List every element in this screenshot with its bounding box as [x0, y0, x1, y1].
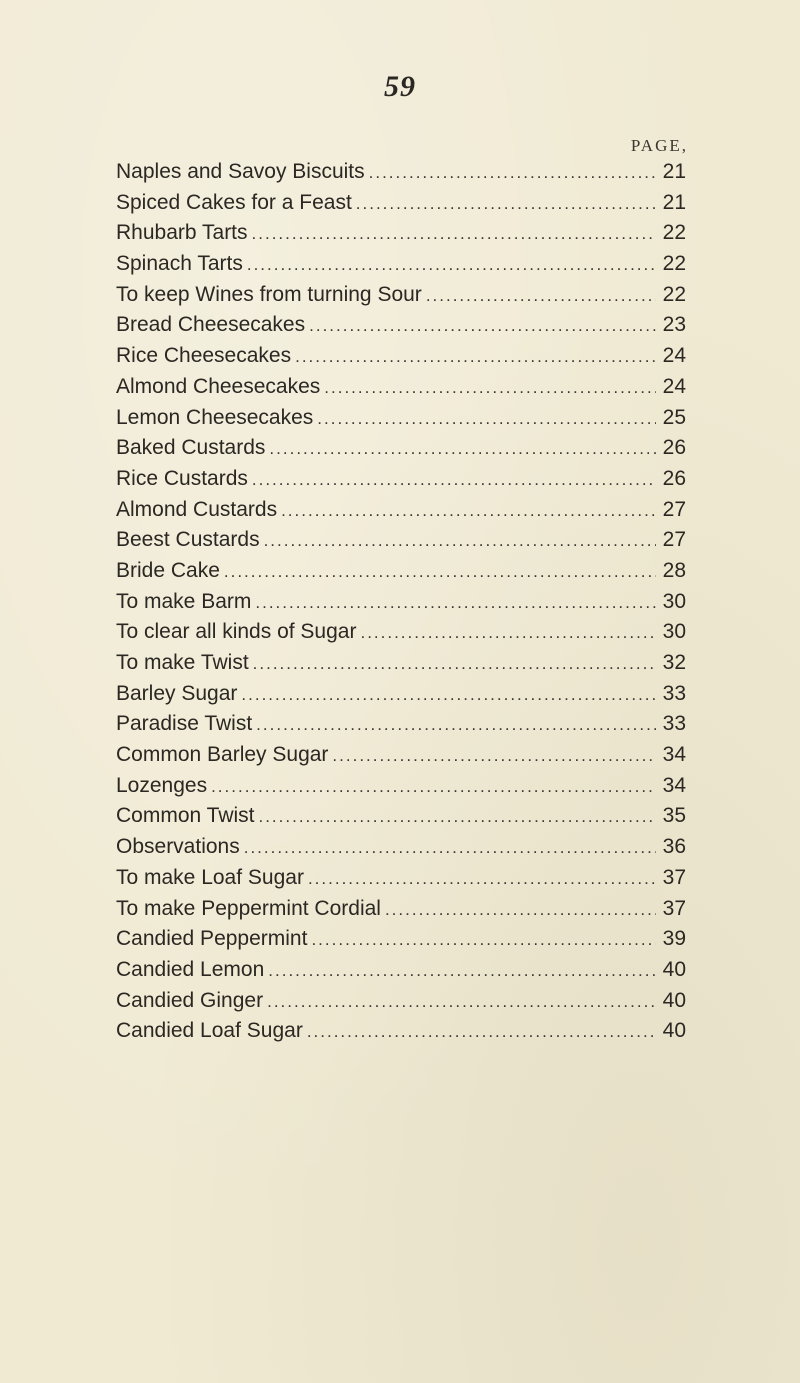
entry-title: Paradise Twist [116, 712, 253, 736]
entry-page-number: 21 [662, 190, 686, 214]
entry-page-number: 40 [662, 1019, 686, 1043]
entry-title: Common Barley Sugar [116, 743, 329, 767]
entry-page-number: 26 [662, 436, 686, 460]
dot-leader [211, 777, 656, 797]
entry-title: Observations [116, 835, 240, 859]
dot-leader [224, 562, 656, 582]
toc-entry [116, 191, 686, 222]
entry-title: To make Loaf Sugar [116, 865, 304, 889]
entry-page-number: 37 [662, 865, 686, 889]
entry-title: Bride Cake [116, 558, 220, 582]
dot-leader [256, 715, 656, 735]
dot-leader [281, 501, 656, 521]
entry-title: To make Twist [116, 651, 249, 674]
toc-entry [116, 743, 686, 774]
dot-leader [268, 961, 656, 981]
dot-leader [295, 347, 656, 367]
entry-title: Barley Sugar [116, 681, 238, 705]
entry-title: Rice Cheesecakes [116, 344, 292, 368]
toc-entry [116, 958, 686, 989]
entry-page-number: 28 [662, 558, 686, 582]
entry-title: Candied Ginger [116, 988, 264, 1012]
toc-entry [116, 712, 686, 743]
toc-entry [116, 160, 686, 191]
entry-title: Almond Custards [116, 497, 278, 521]
dot-leader [332, 746, 656, 766]
dot-leader [264, 531, 656, 551]
toc-entry [116, 498, 686, 529]
dot-leader [324, 378, 656, 398]
dot-leader [369, 163, 656, 183]
dot-leader [247, 255, 656, 275]
entry-title: Rice Custards [116, 466, 248, 490]
entry-title: Baked Custards [116, 436, 266, 460]
dot-leader [244, 838, 656, 858]
entry-title: Candied Peppermint [116, 927, 308, 951]
toc-entry [116, 835, 686, 866]
toc-entry [116, 528, 686, 559]
entry-title: Lemon Cheesecakes [116, 405, 314, 429]
toc-entry [116, 989, 686, 1020]
entry-title: To make Barm [116, 589, 252, 613]
entry-page-number: 30 [662, 620, 686, 644]
table-of-contents [116, 160, 686, 1050]
dot-leader [308, 869, 656, 889]
entry-page-number: 27 [662, 497, 686, 521]
toc-entry [116, 252, 686, 283]
toc-entry [116, 375, 686, 406]
entry-page-number: 40 [662, 988, 686, 1012]
toc-entry [116, 620, 686, 651]
entry-page-number: 33 [662, 681, 686, 705]
entry-title: Rhubarb Tarts [116, 221, 248, 245]
entry-page-number: 33 [662, 712, 686, 736]
dot-leader [253, 654, 656, 674]
entry-title: Common Twist [116, 804, 255, 828]
dot-leader [311, 930, 656, 950]
dot-leader [317, 409, 656, 429]
entry-page-number: 40 [662, 957, 686, 981]
entry-page-number: 21 [662, 160, 686, 183]
page-column-header: PAGE, [630, 136, 688, 155]
entry-title: Naples and Savoy Biscuits [116, 160, 365, 183]
entry-title: To clear all kinds of Sugar [116, 620, 357, 644]
entry-page-number: 24 [662, 374, 686, 398]
dot-leader [309, 316, 656, 336]
dot-leader [360, 623, 656, 643]
entry-page-number: 25 [662, 405, 686, 429]
dot-leader [385, 900, 656, 920]
entry-title: Lozenges [116, 773, 208, 797]
toc-entry [116, 406, 686, 437]
toc-entry [116, 559, 686, 590]
toc-entry [116, 774, 686, 805]
toc-entry [116, 651, 686, 682]
dot-leader [252, 224, 656, 244]
entry-title: Candied Loaf Sugar [116, 1019, 303, 1043]
entry-title: To make Peppermint Cordial [116, 896, 381, 920]
toc-entry [116, 804, 686, 835]
toc-entry [116, 1019, 686, 1050]
dot-leader [307, 1022, 656, 1042]
dot-leader [267, 992, 656, 1012]
entry-page-number: 34 [662, 773, 686, 797]
dot-leader [356, 194, 656, 214]
toc-entry [116, 467, 686, 498]
dot-leader [255, 593, 656, 613]
toc-entry [116, 344, 686, 375]
dot-leader [241, 685, 656, 705]
entry-page-number: 27 [662, 528, 686, 552]
toc-entry [116, 682, 686, 713]
entry-page-number: 32 [662, 651, 686, 674]
entry-page-number: 36 [662, 835, 686, 859]
toc-entry [116, 927, 686, 958]
entry-page-number: 37 [662, 896, 686, 920]
entry-page-number: 26 [662, 466, 686, 490]
entry-page-number: 39 [662, 927, 686, 951]
entry-page-number: 35 [662, 804, 686, 828]
toc-entry [116, 590, 686, 621]
toc-entry [116, 436, 686, 467]
dot-leader [252, 470, 656, 490]
entry-title: Candied Lemon [116, 957, 265, 981]
entry-title: To keep Wines from turning Sour [116, 282, 422, 306]
toc-entry [116, 313, 686, 344]
page-number: 59 [384, 70, 416, 103]
toc-entry [116, 221, 686, 252]
entry-page-number: 22 [662, 221, 686, 245]
entry-title: Almond Cheesecakes [116, 374, 321, 398]
entry-page-number: 34 [662, 743, 686, 767]
entry-page-number: 23 [662, 313, 686, 337]
dot-leader [258, 807, 656, 827]
dot-leader [426, 286, 656, 306]
entry-title: Spinach Tarts [116, 252, 243, 276]
entry-page-number: 30 [662, 589, 686, 613]
entry-title: Bread Cheesecakes [116, 313, 306, 337]
entry-page-number: 22 [662, 282, 686, 306]
entry-title: Beest Custards [116, 528, 260, 552]
entry-title: Spiced Cakes for a Feast [116, 190, 352, 214]
entry-page-number: 22 [662, 252, 686, 276]
entry-page-number: 24 [662, 344, 686, 368]
toc-entry [116, 866, 686, 897]
toc-entry [116, 283, 686, 314]
dot-leader [269, 439, 656, 459]
toc-entry [116, 897, 686, 928]
